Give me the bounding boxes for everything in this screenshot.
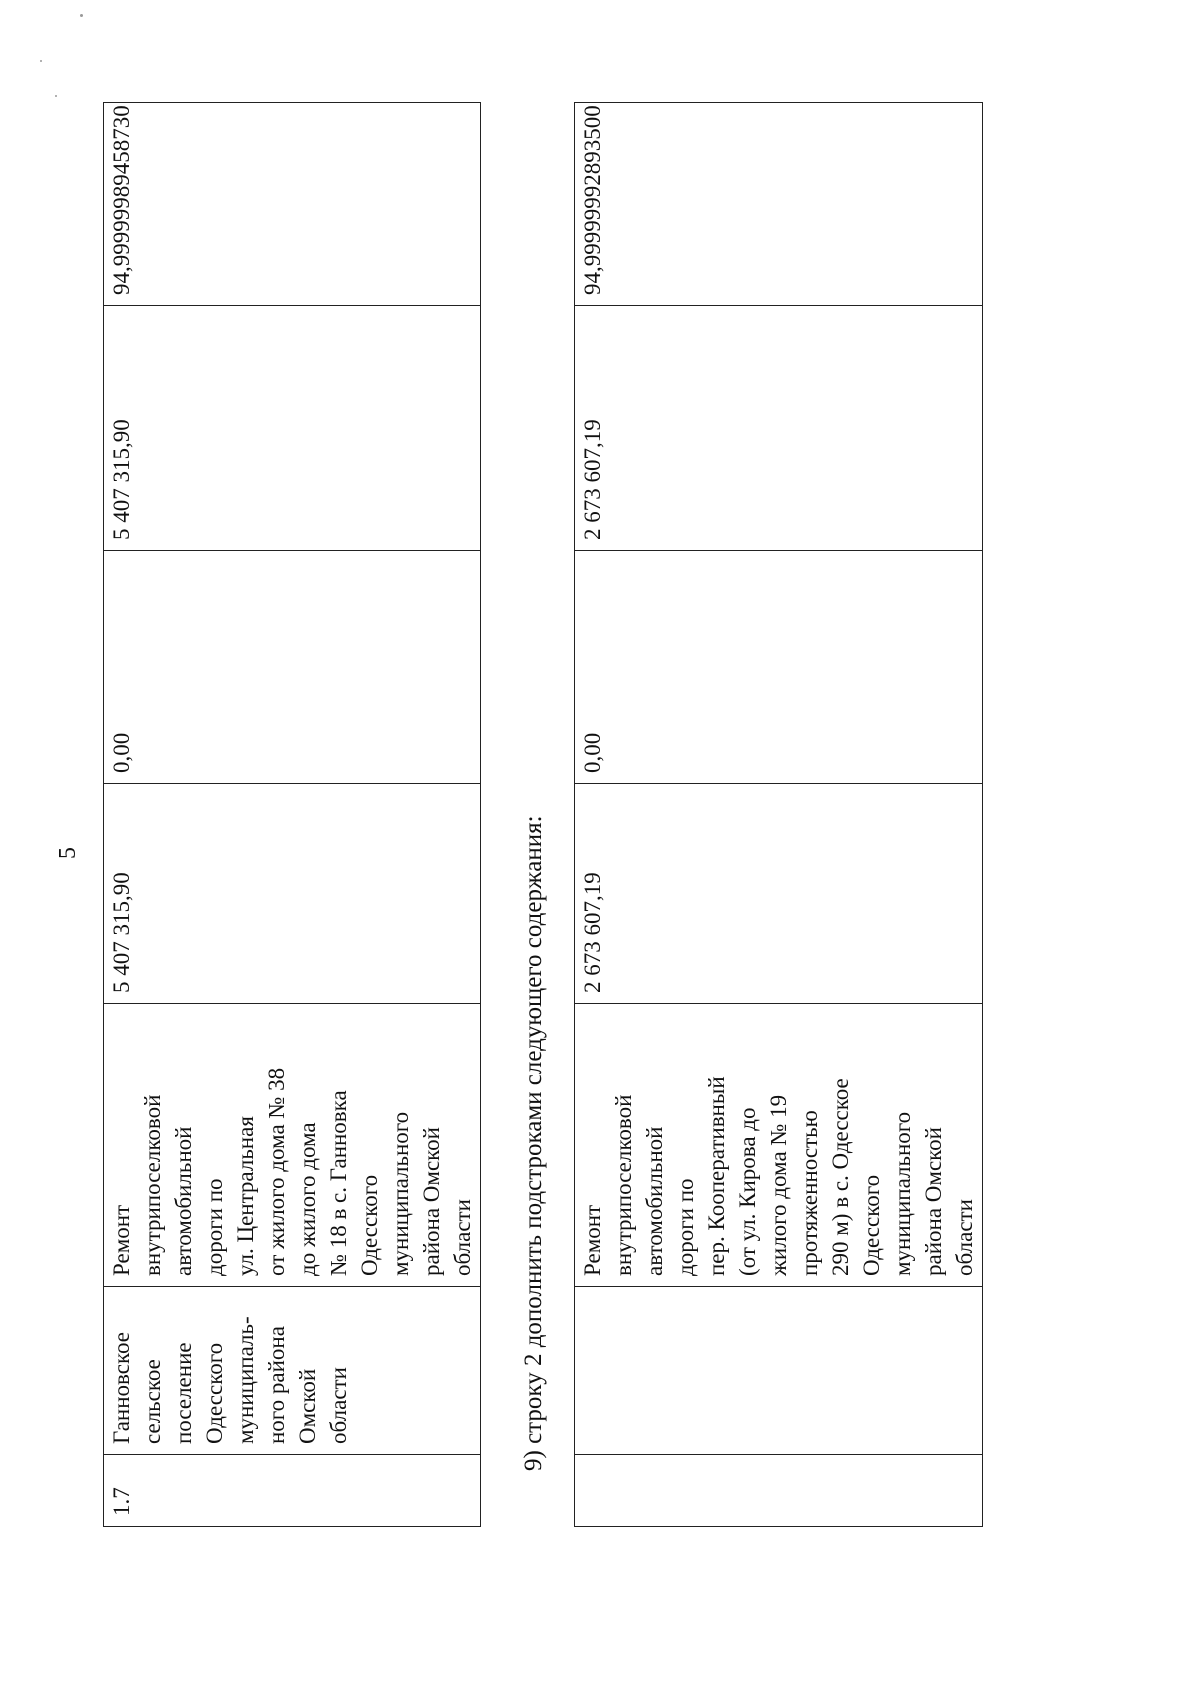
percent-cell: 94,99999992893500 xyxy=(575,103,983,306)
object-line: № 18 в с. Ганновка xyxy=(326,1090,351,1276)
municipality-cell xyxy=(575,1287,983,1455)
object-line: области xyxy=(952,1199,977,1276)
municipality-line: Одесского xyxy=(202,1342,227,1444)
object-line: Одесского xyxy=(859,1174,884,1276)
municipality-line: Ганновское xyxy=(109,1332,134,1444)
object-line: района Омской xyxy=(419,1127,444,1276)
municipality-line: области xyxy=(326,1367,351,1444)
object-line: области xyxy=(450,1199,475,1276)
object-description-cell xyxy=(104,1004,481,1287)
object-line: (от ул. Кирова до xyxy=(735,1107,760,1276)
funding-table-2 xyxy=(574,102,983,1527)
total-cost-cell: 5 407 315,90 xyxy=(104,784,481,1004)
object-line: протяженностью xyxy=(797,1110,822,1276)
object-line: района Омской xyxy=(921,1127,946,1276)
municipality-line: поселение xyxy=(171,1342,196,1444)
object-line: внутрипоселковой xyxy=(611,1094,636,1276)
municipality-line: ного района xyxy=(264,1326,289,1444)
subsidy-cell: 5 407 315,90 xyxy=(104,306,481,551)
municipality-line: Омской xyxy=(295,1368,320,1444)
object-line: муниципального xyxy=(890,1111,915,1276)
municipality-cell xyxy=(104,1287,481,1455)
object-description-cell xyxy=(575,1004,983,1287)
object-line: ул. Центральная xyxy=(233,1116,258,1276)
object-line: пер. Кооперативный xyxy=(704,1076,729,1276)
municipality-line: сельское xyxy=(140,1359,165,1444)
page-number: 5 xyxy=(55,847,81,859)
object-line: жилого дома № 19 xyxy=(766,1094,791,1276)
object-line: автомобильной xyxy=(171,1126,196,1276)
percent-cell: 94,99999989458730 xyxy=(104,103,481,306)
object-line: от жилого дома № 38 xyxy=(264,1067,289,1276)
object-line: Одесского xyxy=(357,1174,382,1276)
total-cost-cell: 2 673 607,19 xyxy=(575,784,983,1004)
object-line: дороги по xyxy=(673,1178,698,1276)
object-line: Ремонт xyxy=(580,1204,605,1276)
table-row xyxy=(575,103,983,1527)
zero-value-cell: 0,00 xyxy=(104,551,481,784)
row-number-cell xyxy=(575,1455,983,1527)
row-number-cell: 1.7 xyxy=(104,1455,481,1527)
object-line: дороги по xyxy=(202,1178,227,1276)
table-row xyxy=(104,103,481,1527)
municipality-line: муниципаль- xyxy=(233,1316,258,1444)
funding-table-1 xyxy=(103,102,481,1527)
object-line: до жилого дома xyxy=(295,1122,320,1276)
subsidy-cell: 2 673 607,19 xyxy=(575,306,983,551)
object-line: муниципального xyxy=(388,1111,413,1276)
amendment-instruction: 9) строку 2 дополнить подстроками следующего содержания: xyxy=(520,815,547,1471)
object-line: Ремонт xyxy=(109,1204,134,1276)
zero-value-cell: 0,00 xyxy=(575,551,983,784)
object-line: автомобильной xyxy=(642,1126,667,1276)
object-line: внутрипоселковой xyxy=(140,1094,165,1276)
object-line: 290 м) в с. Одесское xyxy=(828,1078,853,1276)
